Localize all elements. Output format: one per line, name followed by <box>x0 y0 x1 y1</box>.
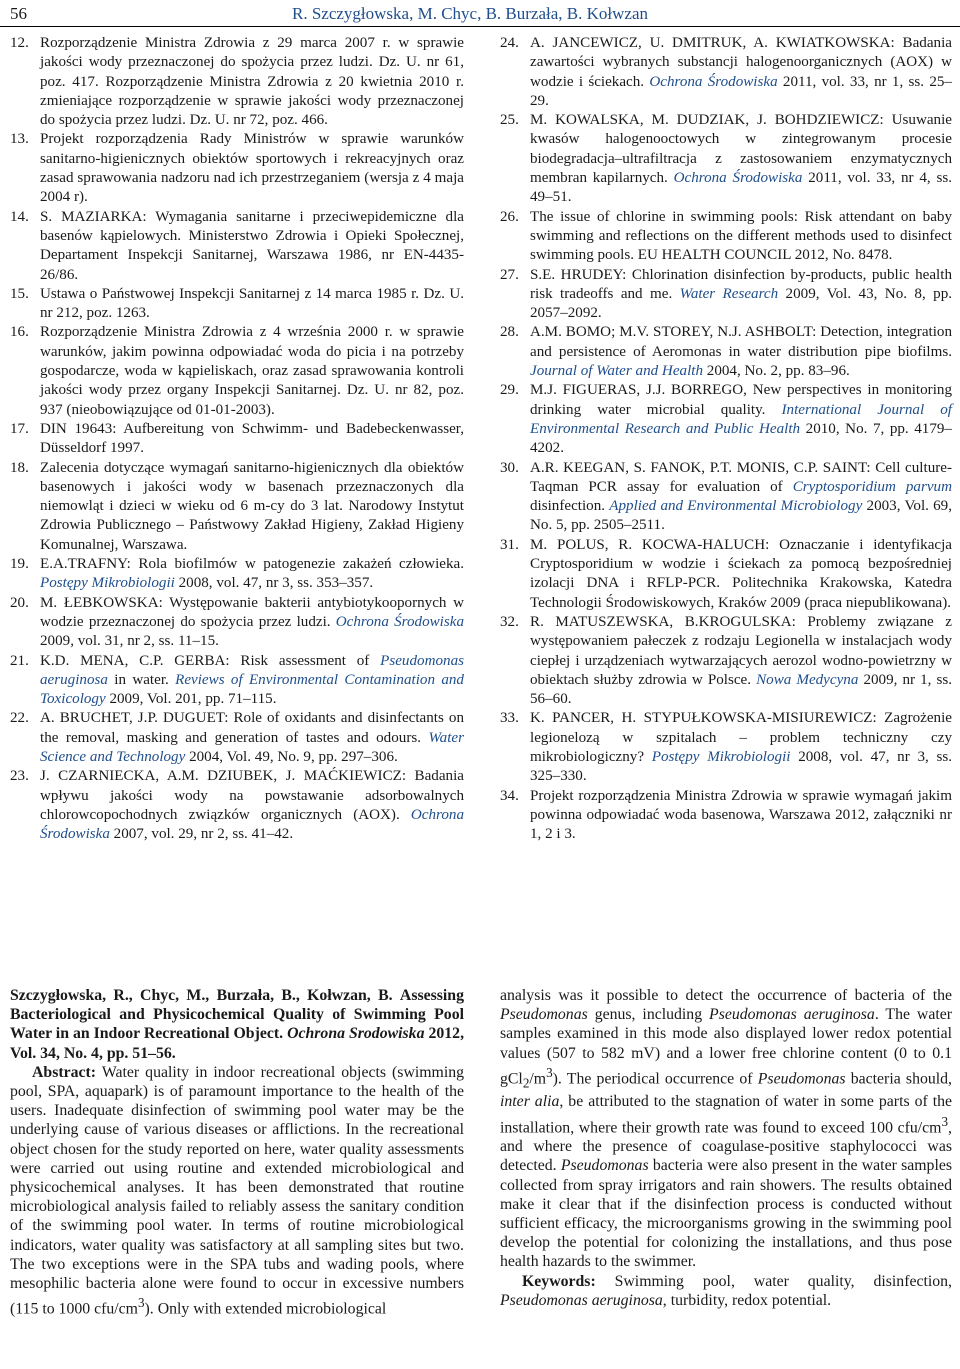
keywords-label: Keywords: <box>522 1272 596 1290</box>
reference-number: 15. <box>10 285 29 302</box>
reference-item <box>500 613 952 709</box>
superscript: 3 <box>941 1113 949 1129</box>
reference-number: 24. <box>500 35 519 51</box>
reference-segment: 2004, Vol. 49, No. 9, pp. 297–306. <box>185 748 398 765</box>
reference-segment: M. POLUS, R. KOCWA-HALUCH: Oznaczanie i identyfikacja Cryptosporidium w wodzie i ściekach za pomocą bezpośredniej izolacji DNA i RFLP-PCR. Politechnika Krakowska, Katedra Technologii Środowiskowych, Kraków 2009 (praca niepublikowana). <box>530 536 952 611</box>
reference-text <box>530 459 952 536</box>
reference-item <box>500 381 952 458</box>
reference-item <box>500 787 952 845</box>
reference-text <box>530 536 952 613</box>
reference-segment: 2011, vol. 33, nr 1, ss. 25–29. <box>530 73 952 109</box>
journal-title: Applied and Environmental Microbiology <box>609 498 863 515</box>
subscript: 2 <box>522 1075 530 1091</box>
reference-segment: K.D. MENA, C.P. GERBA: Risk assessment of <box>40 652 381 669</box>
reference-segment: DIN 19643: Aufbereitung von Schwimm- und Badebeckenwasser, Düsseldorf 1997. <box>40 420 464 457</box>
reference-item <box>10 594 464 652</box>
reference-segment: 2009, nr 1, ss. 56–60. <box>530 671 953 708</box>
keywords <box>500 1272 952 1310</box>
reference-number: 16. <box>10 324 29 341</box>
reference-item <box>500 459 952 536</box>
reference-number: 17. <box>10 420 29 437</box>
reference-segment: 2007, vol. 29, nr 2, ss. 41–42. <box>109 826 294 843</box>
abstract-text: bacteria were also present in the water samples collected from spray irrigators and rain showers. The results obtained make it clear that if the disinfection process is conducted without sufficient efficacy, the microorganisms growing in the swimming pool develop the potential for colonizing the installations, and thus pose health hazards to the swimmer. <box>500 1157 952 1271</box>
reference-text <box>40 652 464 710</box>
citation-authors: Szczygłowska, R., Chyc, M., Burzała, B., Kołwzan, B. <box>10 987 393 1004</box>
reference-text <box>530 266 952 324</box>
reference-segment: Projekt rozporządzenia Ministra Zdrowia w sprawie wymagań jakim powinna odpowiadać woda basenowa, Warszawa 2012, załączniki nr 1, 2 i 3. <box>530 787 952 843</box>
reference-item <box>10 208 464 285</box>
reference-segment: M.J. FIGUERAS, J.J. BORREGO, New perspectives in monitoring drinking water microbial quality. <box>530 382 952 418</box>
reference-segment: 2003, Vol. 69, No. 5, pp. 2505–2511. <box>530 498 953 534</box>
reference-segment: 2008, vol. 47, nr 3, ss. 353–357. <box>174 575 374 592</box>
reference-segment: J. CZARNIECKA, A.M. DZIUBEK, J. MAĆKIEWICZ: Badania wpływu jakości wody na powstawanie adsorbowalnych chlorowcopochodnych związków organicznych (AOX). <box>40 768 464 823</box>
reference-number: 30. <box>500 459 519 476</box>
reference-text <box>530 381 952 458</box>
reference-item <box>10 767 464 844</box>
reference-number: 29. <box>500 382 519 399</box>
keywords-text: , turbidity, redox potential. <box>662 1291 832 1309</box>
taxon-name: Pseudomonas <box>500 1006 588 1024</box>
reference-item <box>10 709 464 767</box>
taxon-name: Pseudomonas aeruginosa <box>500 1291 663 1309</box>
reference-text <box>40 767 464 844</box>
taxon-name: Pseudomonas <box>560 1157 649 1175</box>
journal-title: Postępy Mikrobiologii <box>40 575 175 592</box>
reference-segment: Ustawa o Państwowej Inspekcji Sanitarnej z 14 marca 1985 r. Dz. U. nr 212, poz. 1263. <box>40 285 464 322</box>
reference-segment: 2008, vol. 47, nr 3, ss. 325–330. <box>530 748 952 785</box>
journal-title: Reviews of Environmental Contamination and Toxicology <box>40 671 464 708</box>
reference-segment: R. MATUSZEWSKA, B.KROGULSKA: Problemy związane z występowaniem pałeczek z rodzaju Legionella w instalacjach wody ciepłej i urządzeniach wytwarzających aerozol wodno-powietrzny w obiektach służby zdrowia w Polsce. <box>530 613 952 688</box>
reference-text <box>40 420 464 459</box>
reference-item <box>10 323 464 419</box>
reference-number: 27. <box>500 266 519 283</box>
reference-segment: A.R. KEEGAN, S. FANOK, P.T. MONIS, C.P. SAINT: Cell culture-Taqman PCR assay for evaluation of <box>530 459 952 495</box>
reference-number: 28. <box>500 324 519 341</box>
journal-title: Nowa Medycyna <box>756 671 859 688</box>
journal-title: Postępy Mikrobiologii <box>651 748 791 765</box>
reference-number: 23. <box>10 768 29 785</box>
reference-number: 26. <box>500 208 519 225</box>
reference-segment: 2011, vol. 33, nr 4, ss. 49–51. <box>530 170 952 206</box>
reference-segment: The issue of chlorine in swimming pools: Risk attendant on baby swimming and reflections on the different methods used to disinfect swimming pools. EU HEALTH COUNCIL 2012, No. 8478. <box>530 208 952 264</box>
reference-number: 25. <box>500 112 519 129</box>
abstract-text: ). Only with extended microbiological <box>144 1300 387 1318</box>
reference-text <box>530 709 952 786</box>
abstract-text: ). The periodical occurrence of <box>552 1070 758 1088</box>
reference-text <box>40 208 464 285</box>
abstract-text: , be attributed to the stagnation of water in some parts of the installation, where their growth rate was found to exceed 100 cfu/cm <box>500 1093 953 1136</box>
references-right-column <box>500 34 952 844</box>
abstract-text: bacteria should, <box>845 1070 952 1088</box>
reference-number: 20. <box>10 594 29 611</box>
reference-segment: 2009, vol. 31, nr 2, ss. 11–15. <box>40 633 219 650</box>
reference-segment: A.M. BOMO; M.V. STOREY, N.J. ASHBOLT: Detection, integration and persistence of Aeromonas in water distribution pipe biofilms. <box>530 324 952 360</box>
journal-title: Journal of Water and Health <box>530 363 704 380</box>
abstract-text: analysis was it possible to detect the occurrence of bacteria of the <box>500 987 952 1004</box>
reference-number: 22. <box>10 710 29 727</box>
latin-phrase: inter alia <box>500 1093 560 1111</box>
journal-title: Ochrona Środowiska <box>673 170 803 187</box>
reference-segment: in water. <box>107 671 176 688</box>
reference-item <box>10 285 464 324</box>
reference-number: 32. <box>500 613 519 630</box>
abstract-text: , and where the presence of coagulase-positive staphylococci was detected. <box>500 1118 952 1175</box>
reference-text <box>40 459 464 555</box>
reference-segment: Projekt rozporządzenia Rady Ministrów w sprawie warunków sanitarno-higienicznych obiektów sportowych i rekreacyjnych oraz zasad sprawowania nadzoru nad ich przestrzeganiem (wersja z 4 maja 2004 r). <box>40 131 464 206</box>
reference-segment: Rozporządzenie Ministra Zdrowia z 29 marca 2007 r. w sprawie jakości wody przeznaczonej do spożycia przez ludzi. Dz. U. nr 61, poz. 417. Rozporządzenie Ministra Zdrowia z 20 kwietnia 2010 r. zmieniające rozporządzenie w sprawie jakości wody przeznaczonej do spożycia przez ludzi. Dz. U. nr 72, poz. 466. <box>40 35 464 129</box>
reference-text <box>530 613 952 709</box>
abstract-text: Water quality in indoor recreational objects (swimming pool, SPA, aquapark) is of paramount importance to the health of the users. Inadequate disinfection of swimming pool water may be the underlying cause of various diseases or afflictions. In the recreational object chosen for the study reported on here, water quality assessments were carried out using routine and extended microbiological and physicochemical analyses. It has been demonstrated that routine microbiological analysis failed to reliably assess the sanitary condition of the swimming pool water. In terms of routine microbiological indicators, water quality was satisfactory at all sampling sites but two. The two exceptions were in the SPA tubs and wading pools, where mesophilic bacteria alone were found to occur in excessive numbers (115 to 1000 cfu/cm <box>10 1063 465 1318</box>
journal-title: International Journal of Environmental Research and Public Health <box>530 401 952 437</box>
abstract-left-column <box>10 986 464 1319</box>
taxon-name: Pseudomonas <box>757 1070 846 1088</box>
taxon-name: Pseudomonas aeruginosa <box>709 1006 875 1024</box>
reference-segment: 2010, No. 7, pp. 4179–4202. <box>530 420 952 457</box>
abstract-paragraph <box>10 1063 464 1319</box>
citation-journal: Ochrona Srodowiska <box>287 1025 425 1043</box>
reference-number: 13. <box>10 131 29 148</box>
reference-number: 12. <box>10 35 29 51</box>
citation-details: 2012, Vol. 34, No. 4, pp. 51–56. <box>10 1025 465 1062</box>
reference-number: 33. <box>500 710 519 727</box>
abstract-text: /m <box>529 1070 547 1088</box>
reference-segment: K. PANCER, H. STYPUŁKOWSKA-MISIUREWICZ: Zagrożenie legionelozą w szpitalach – problem techniczny czy mikrobiologiczny? <box>530 710 952 765</box>
running-title: R. Szczygłowska, M. Chyc, B. Burzała, B. Kołwzan <box>292 4 648 23</box>
references-left-column <box>10 34 464 844</box>
abstract-right-column <box>500 986 952 1310</box>
reference-segment: M. ŁEBKOWSKA: Występowanie bakterii antybiotykoopornych w wodzie przeznaczonej do spożycia przez ludzi. <box>40 594 464 630</box>
reference-number: 21. <box>10 652 29 669</box>
reference-item <box>10 130 464 207</box>
reference-number: 14. <box>10 208 29 225</box>
reference-number: 18. <box>10 459 29 476</box>
reference-item <box>10 34 464 130</box>
reference-segment: 2004, No. 2, pp. 83–96. <box>703 363 850 380</box>
abstract-text: genus, including <box>587 1006 710 1024</box>
reference-text <box>40 323 464 419</box>
reference-item <box>10 459 464 555</box>
reference-item <box>500 111 952 207</box>
reference-segment: A. BRUCHET, J.P. DUGUET: Role of oxidants and disinfectants on the removal, masking and generation of tastes and odours. <box>40 710 464 746</box>
journal-title: Ochrona Środowiska <box>40 806 464 843</box>
reference-item <box>500 266 952 324</box>
reference-text <box>40 34 464 130</box>
reference-text <box>40 709 464 767</box>
reference-segment: A. JANCEWICZ, U. DMITRUK, A. KWIATKOWSKA: Badania zawartości wybranych substancji halogenoorganicznych (AOX) w wodzie i ściekach. <box>530 35 952 90</box>
abstract-label: Abstract: <box>32 1063 97 1081</box>
reference-item <box>500 709 952 786</box>
reference-text <box>40 555 464 594</box>
reference-segment: Zalecenia dotyczące wymagań sanitarno-higienicznych dla obiektów basenowych i jakości wody w basenach przeznaczonych dla niemowląt i dzieci w wieku od 6 m-cy do 3 lat. Narodowy Instytut Zdrowia Publicznego – Państwowy Zakład Higieny, Zakład Higieny Komunalnej, Warszawa. <box>40 459 464 553</box>
abstract-citation <box>10 986 464 1063</box>
reference-item <box>10 652 464 710</box>
reference-segment: S. MAZIARKA: Wymagania sanitarne i przeciwepidemiczne dla basenów kąpielowych. Ministerstwo Zdrowia i Opieki Społecznej, Departament Inspekcji Sanitarnej, Warszawa 1986, nr EN-4435-26/86. <box>40 208 464 283</box>
reference-segment: Rozporządzenie Ministra Zdrowia z 4 września 2000 r. w sprawie warunków, jakim powinna odpowiadać woda do picia i na potrzeby gospodarcze, woda w kąpieliskach, oraz zasad sprawowania kontroli jakości wody przez organy Inspekcji Sanitarnej. Dz. U. nr 82, poz. 937 (nieobowiązujące od 01-01-2003). <box>40 324 464 418</box>
reference-item <box>500 208 952 266</box>
citation-title: Assessing Bacteriological and Physicochemical Quality of Swimming Pool Water in an Indoor Recreational Object. <box>10 987 464 1043</box>
reference-text <box>530 208 952 266</box>
superscript: 3 <box>546 1064 553 1080</box>
reference-text <box>530 111 952 207</box>
journal-title: Water Research <box>679 285 779 302</box>
reference-text <box>530 34 952 111</box>
page-header <box>0 0 960 30</box>
reference-text <box>40 285 464 324</box>
reference-text <box>40 594 464 652</box>
reference-segment: E.A.TRAFNY: Rola biofilmów w patogenezie zakażeń człowieka. <box>40 556 464 573</box>
keywords-text: Swimming pool, water quality, disinfection, <box>595 1272 952 1290</box>
reference-text <box>530 323 952 381</box>
reference-text <box>40 130 464 207</box>
journal-title: Ochrona Środowiska <box>335 613 464 630</box>
journal-title: Pseudomonas aeruginosa <box>40 652 464 688</box>
journal-title: Water Science and Technology <box>40 729 464 765</box>
header-rule <box>0 26 960 27</box>
reference-segment: S.E. HRUDEY: Chlorination disinfection by-products, public health risk tradeoffs and me. <box>530 266 952 302</box>
abstract-continuation <box>500 986 952 1272</box>
page-number: 56 <box>10 4 27 23</box>
reference-item <box>10 420 464 459</box>
reference-number: 31. <box>500 536 519 553</box>
reference-number: 34. <box>500 787 519 804</box>
reference-item <box>500 34 952 111</box>
abstract-text: . The water samples examined in this mode also displayed lower redox potential values (507 to 582 mV) and a lower free chlorine content (0 to 0.1 gCl <box>500 1006 952 1088</box>
reference-text <box>530 787 952 845</box>
reference-item <box>500 323 952 381</box>
reference-segment: 2009, Vol. 201, pp. 71–115. <box>105 691 277 708</box>
journal-title: Ochrona Środowiska <box>649 73 778 90</box>
journal-title: Cryptosporidium parvum <box>792 478 952 495</box>
reference-number: 19. <box>10 556 29 573</box>
superscript: 3 <box>137 1295 145 1311</box>
reference-segment: disinfection. <box>530 498 610 515</box>
reference-segment: M. KOWALSKA, M. DUDZIAK, J. BOHDZIEWICZ: Usuwanie kwasów halogenooctowych w zintegrowanym procesie biodegradacja–ultrafiltracja z zastosowaniem enzymatycznych membran kapilarnych. <box>530 112 952 187</box>
reference-segment: 2009, Vol. 43, No. 8, pp. 2057–2092. <box>530 285 953 322</box>
reference-item <box>500 536 952 613</box>
reference-item <box>10 555 464 594</box>
